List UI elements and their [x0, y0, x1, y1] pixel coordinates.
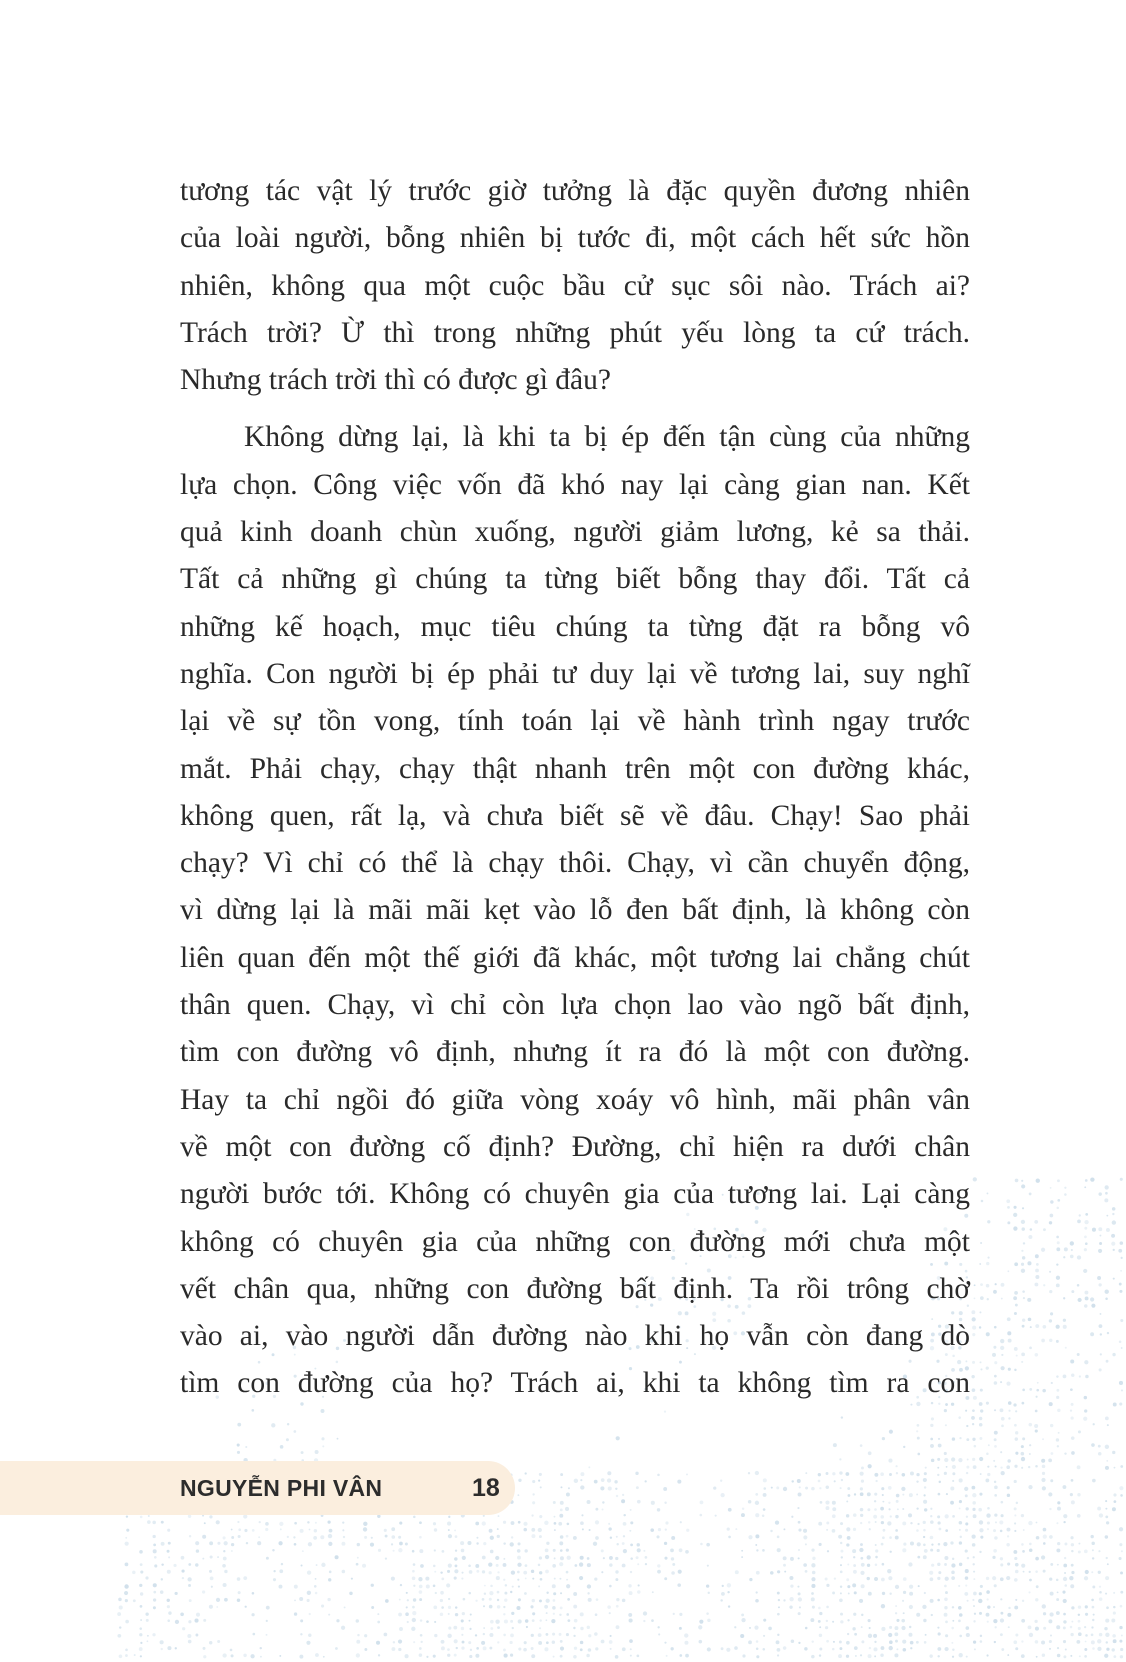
text-line: Tất cả những gì chúng ta từng biết bỗng thay đổi. Tất cả: [180, 563, 970, 596]
text-line: về một con đường cố định? Đường, chỉ hiện ra dưới chân: [180, 1130, 970, 1163]
page-number: 18: [472, 1474, 500, 1502]
text-line: lựa chọn. Công việc vốn đã khó nay lại càng gian nan. Kết: [180, 468, 970, 501]
text-line: chạy? Vì chỉ có thể là chạy thôi. Chạy, vì cần chuyển động,: [180, 847, 970, 880]
text-line: tìm con đường vô định, nhưng ít ra đó là một con đường.: [180, 1036, 970, 1069]
text-line: người bước tới. Không có chuyên gia của tương lai. Lại càng: [180, 1178, 970, 1211]
text-line: của loài người, bỗng nhiên bị tước đi, một cách hết sức hồn: [180, 222, 970, 255]
text-line: không quen, rất lạ, và chưa biết sẽ về đâu. Chạy! Sao phải: [180, 799, 970, 832]
text-line: không có chuyên gia của những con đường mới chưa một: [180, 1225, 970, 1258]
text-line: nghĩa. Con người bị ép phải tư duy lại về tương lai, suy nghĩ: [180, 657, 970, 690]
author-name: NGUYỄN PHI VÂN: [180, 1475, 383, 1501]
text-line: lại về sự tồn vong, tính toán lại về hành trình ngay trước: [180, 705, 970, 738]
text-line: tìm con đường của họ? Trách ai, khi ta không tìm ra con: [180, 1367, 970, 1400]
text-line: vết chân qua, những con đường bất định. Ta rồi trông chờ: [180, 1272, 970, 1305]
text-line: Nhưng trách trời thì có được gì đâu?: [180, 364, 611, 397]
text-line: những kế hoạch, mục tiêu chúng ta từng đặt ra bỗng vô: [180, 610, 970, 643]
text-line: tương tác vật lý trước giờ tưởng là đặc quyền đương nhiên: [180, 175, 970, 207]
text-line: Không dừng lại, là khi ta bị ép đến tận cùng của những: [244, 421, 970, 454]
paragraph-1: [180, 168, 970, 404]
body-text: [180, 168, 970, 1408]
paragraph-2: [180, 414, 970, 1407]
text-line: thân quen. Chạy, vì chỉ còn lựa chọn lao vào ngõ bất định,: [180, 989, 970, 1022]
text-line: mắt. Phải chạy, chạy thật nhanh trên một con đường khác,: [180, 752, 970, 785]
text-line: nhiên, không qua một cuộc bầu cử sục sôi nào. Trách ai?: [180, 269, 970, 302]
text-line: vào ai, vào người dẫn đường nào khi họ vẫn còn đang dò: [180, 1320, 970, 1353]
text-line: vì dừng lại là mãi mãi kẹt vào lỗ đen bất định, là không còn: [180, 894, 970, 927]
text-line: liên quan đến một thế giới đã khác, một tương lai chẳng chút: [180, 941, 970, 974]
text-line: Trách trời? Ừ thì trong những phút yếu lòng ta cứ trách.: [180, 316, 970, 349]
text-line: Hay ta chỉ ngồi đó giữa vòng xoáy vô hình, mãi phân vân: [180, 1083, 970, 1116]
text-line: quả kinh doanh chùn xuống, người giảm lương, kẻ sa thải.: [180, 516, 970, 549]
